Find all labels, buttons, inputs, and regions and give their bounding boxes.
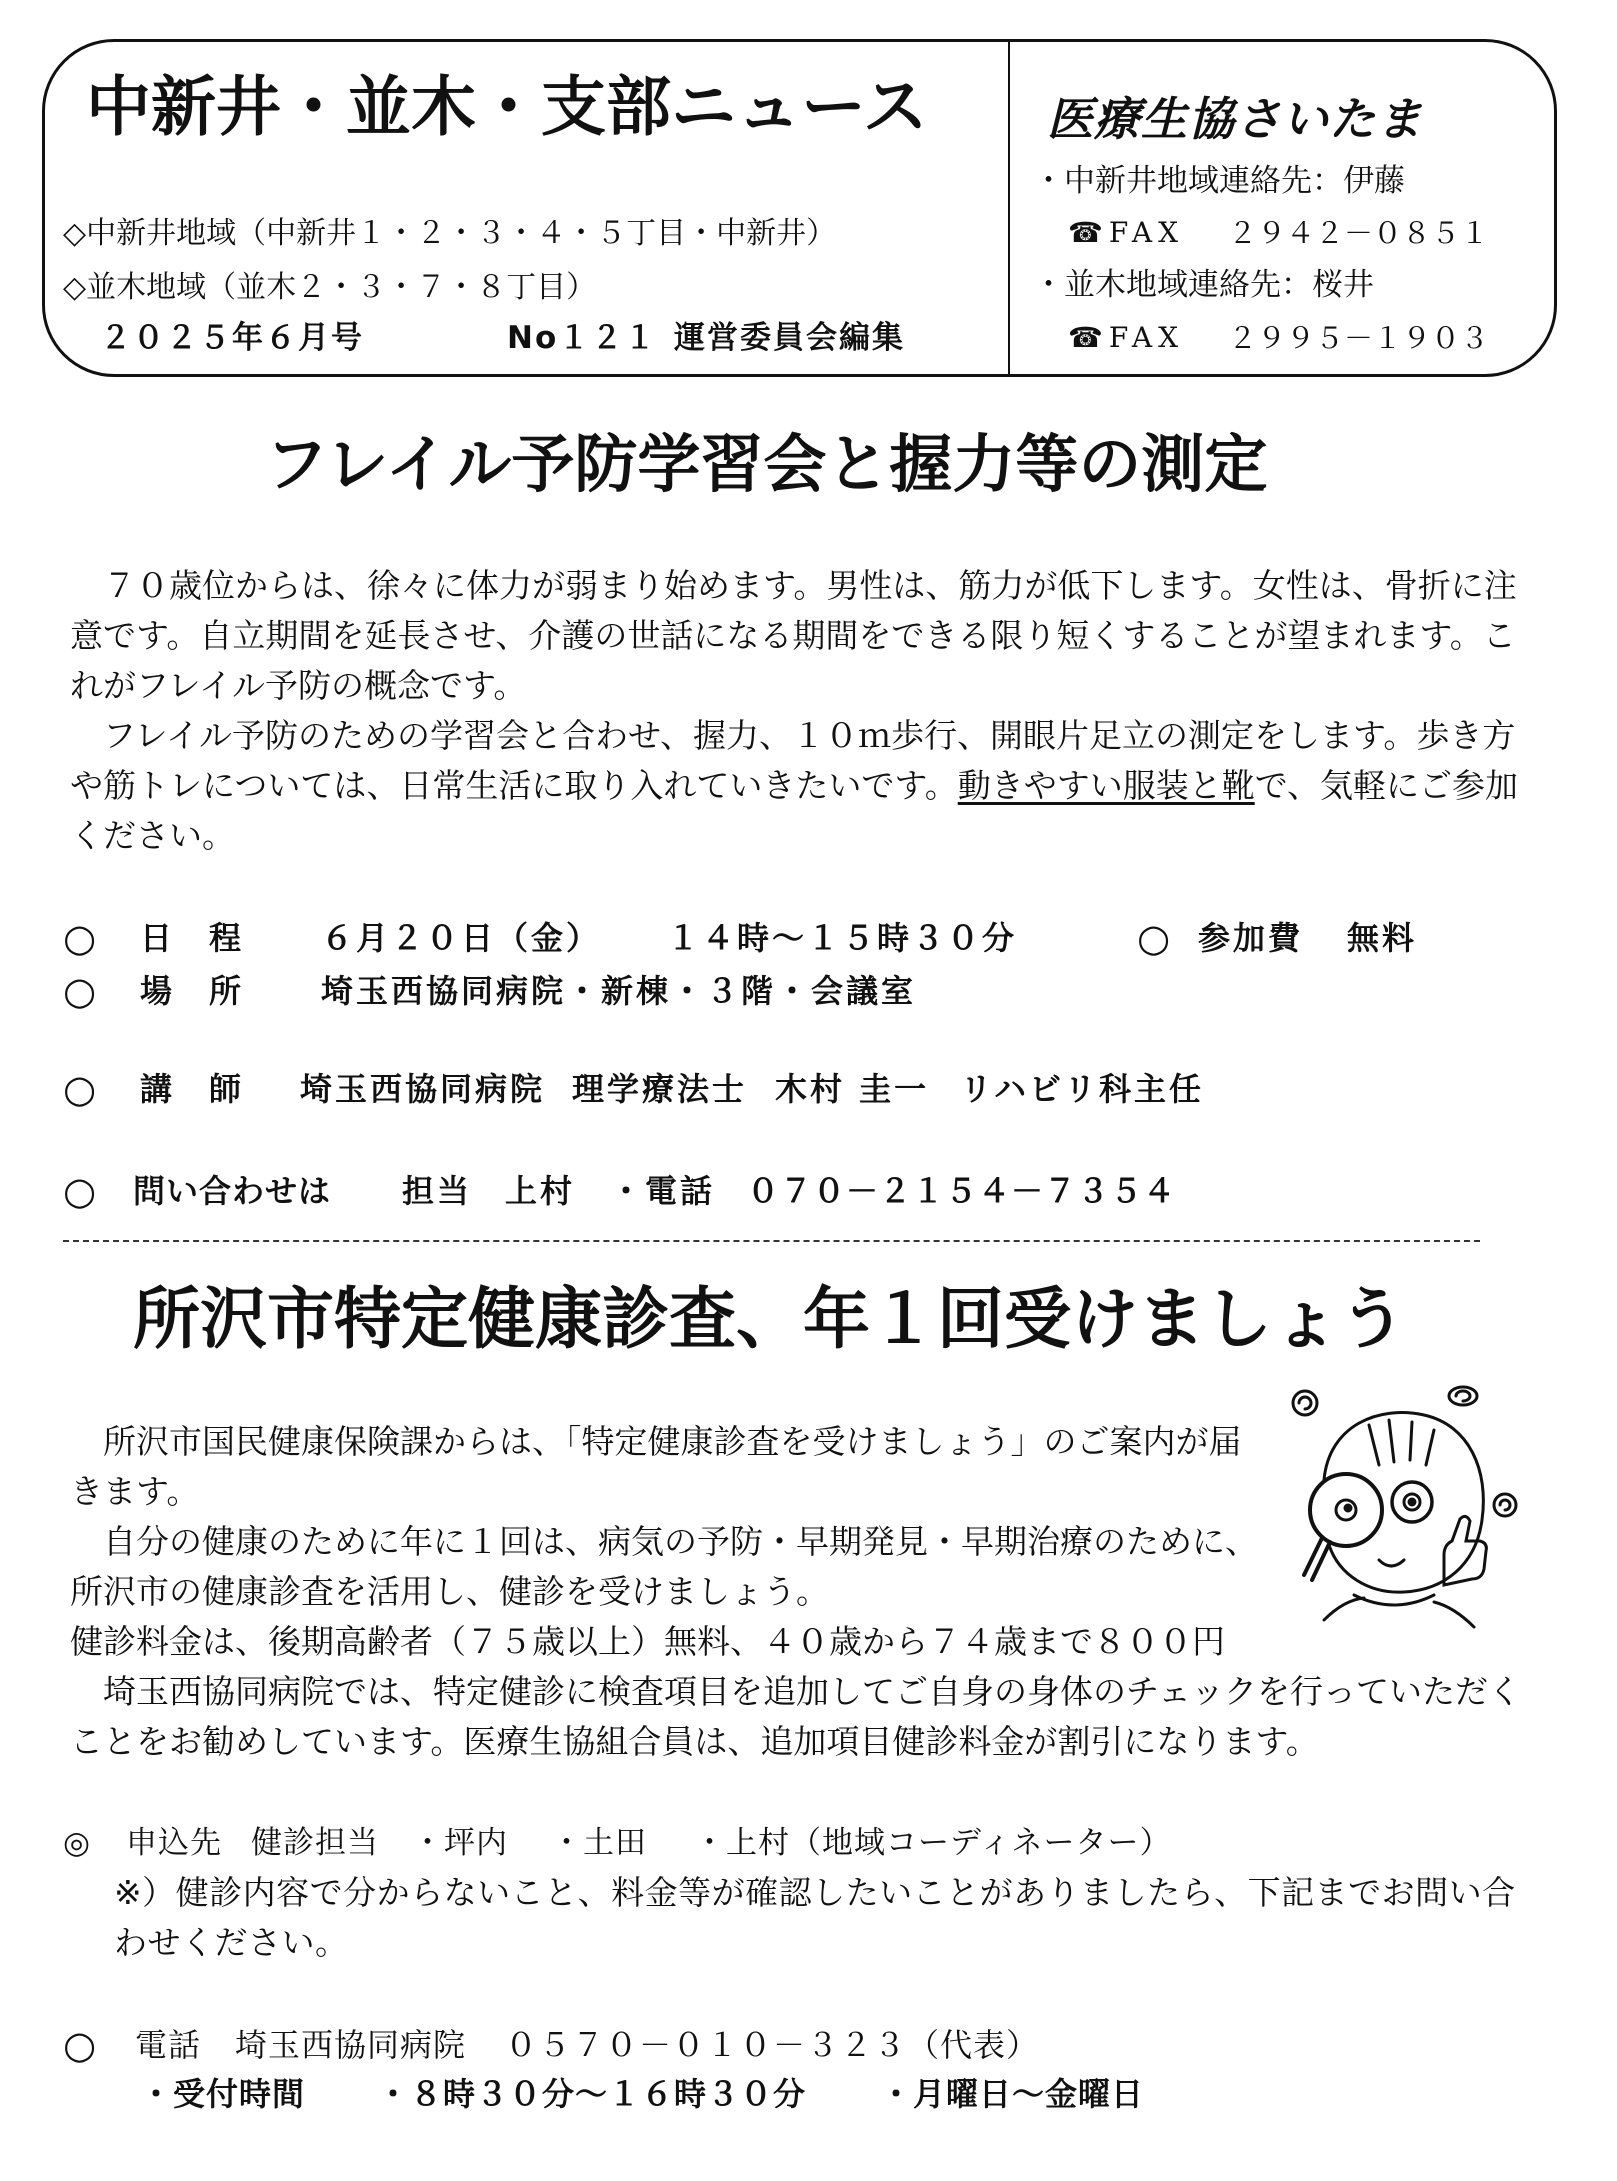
place-label-1: 場 xyxy=(140,972,176,1010)
contact-namiki-fax-label: ☎FAX xyxy=(1068,321,1185,354)
bullet-circle-icon: ○ xyxy=(63,1067,97,1111)
phone-hospital: 埼玉西協同病院 xyxy=(235,2026,467,2064)
paragraph-line: ください。 xyxy=(70,816,235,855)
contact-namiki-fax-number: ２９９５－１９０３ xyxy=(1228,321,1490,355)
bullet-circle-icon: ○ xyxy=(63,2023,97,2067)
swirl-icon xyxy=(1293,1391,1317,1415)
inquiry-person-label: 担当 xyxy=(402,1172,473,1210)
mouth xyxy=(1379,1560,1404,1566)
paragraph-line: きます。 xyxy=(70,1472,200,1511)
paragraph-line: 意です。自立期間を延長させ、介護の世話になる期間をできる限り短くすることが望まれます。こ xyxy=(70,616,1516,655)
hours-time: ・８時３０分～１６時３０分 xyxy=(377,2075,807,2113)
paragraph-line: 所沢市国民健康保険課からは、「特定健康診査を受けましょう」のご案内が届 xyxy=(103,1422,1242,1461)
bullet-circle-icon: ○ xyxy=(63,969,97,1013)
date-label-2: 程 xyxy=(209,919,245,957)
event-time: １４時～１５時３０分 xyxy=(667,919,1018,957)
inquiry-person: 上村 xyxy=(505,1172,576,1210)
bullet-circle-icon: ○ xyxy=(63,916,97,960)
issue-date: ２０２５年６月号 xyxy=(100,320,364,356)
lecturer-title: リハビリ科主任 xyxy=(960,1070,1205,1108)
lecturer-role: 理学療法士 xyxy=(572,1070,748,1108)
paragraph-line: 埼玉西協同病院では、特定健診に検査項目を追加してご自身の身体のチェックを行っていただく xyxy=(103,1672,1522,1711)
newsletter-title: 中新井・並木・支部ニュース xyxy=(86,70,928,145)
magnifying-glass-icon xyxy=(1304,1474,1382,1580)
contact-nakaarai-fax-label: ☎FAX xyxy=(1068,216,1185,249)
hours-days: ・月曜日～金曜日 xyxy=(880,2075,1145,2113)
note-line: わせください。 xyxy=(114,1923,349,1962)
apply-staff: ・上村（地域コーディネーター） xyxy=(694,1825,1172,1861)
apply-label: 申込先 xyxy=(126,1825,222,1861)
eye xyxy=(1392,1482,1432,1522)
underlined-text: 動きやすい服装と靴 xyxy=(957,766,1255,805)
section-divider xyxy=(63,1240,1480,1242)
paragraph-line xyxy=(70,761,1518,811)
area-namiki: ◇並木地域（並木２・３・７・８丁目） xyxy=(63,270,597,305)
paragraph-line: 自分の健康のために年に１回は、病気の予防・早期発見・早期治療のために、 xyxy=(103,1522,1258,1561)
paragraph-line: れがフレイル予防の概念です。 xyxy=(70,666,527,705)
paragraph-line: 健診料金は、後期高齢者（７５歳以上）無料、４０歳から７４歳まで８００円 xyxy=(70,1622,1225,1661)
inquiry-phone-number: ０７０－２１５４－７３５４ xyxy=(747,1172,1177,1210)
area-nakaarai: ◇中新井地域（中新井１・２・３・４・５丁目・中新井） xyxy=(63,216,837,251)
inquiry-label: 問い合わせは xyxy=(133,1172,332,1210)
bullet-circle-icon: ○ xyxy=(63,1169,97,1213)
frailty-paragraph xyxy=(70,561,1518,861)
paragraph-line: 所沢市の健康診査を活用し、健診を受けましょう。 xyxy=(70,1572,829,1611)
apply-staff: ・土田 xyxy=(551,1825,647,1861)
place-label-2: 所 xyxy=(209,972,245,1010)
swirl-icon xyxy=(1449,1387,1477,1405)
frailty-heading: フレイル予防学習会と握力等の測定 xyxy=(265,428,1268,501)
issue-editor: 運営委員会編集 xyxy=(674,320,905,356)
contact-namiki-label: ・並木地域連絡先：桜井 xyxy=(1033,267,1374,303)
checkup-heading: 所沢市特定健康診査、年１回受けましょう xyxy=(133,1279,1406,1358)
note-line: ※）健診内容で分からないこと、料金等が確認したいことがありましたら、下記までお問い合 xyxy=(114,1873,1516,1912)
hours-label: ・受付時間 xyxy=(140,2075,306,2113)
paragraph-text: で、気軽にご参加 xyxy=(1254,766,1519,805)
fee-label: 参加費 xyxy=(1198,919,1304,957)
paragraph-line: ことをお勧めしています。医療生協組合員は、追加項目健診料金が割引になります。 xyxy=(70,1722,1319,1761)
phone-number: ０５７０－０１０－３２３ xyxy=(505,2026,908,2064)
inquiry-phone-label: ・電話 xyxy=(610,1172,716,1210)
contact-nakaarai-label: ・中新井地域連絡先：伊藤 xyxy=(1033,163,1405,199)
phone-label: 電話 xyxy=(135,2026,202,2064)
paragraph-line: ７０歳位からは、徐々に体力が弱まり始めます。男性は、筋力が低下します。女性は、骨折に注 xyxy=(103,566,1517,605)
fee-value: 無料 xyxy=(1347,919,1418,957)
bullet-double-circle-icon: ◎ xyxy=(63,1825,92,1861)
bullet-circle-icon: ○ xyxy=(1137,916,1171,960)
paragraph-text: や筋トレについては、日常生活に取り入れていきたいです。 xyxy=(70,766,958,805)
header-divider xyxy=(1008,40,1010,374)
paragraph-line: フレイル予防のための学習会と合わせ、握力、１０ｍ歩行、開眼片足立の測定をします。歩き方 xyxy=(103,716,1516,755)
event-day: ６月２０日（金） xyxy=(321,919,602,957)
phone-note: （代表） xyxy=(907,2026,1040,2064)
magnifying-glass-character-illustration xyxy=(1284,1370,1534,1640)
issue-number: No１２１ xyxy=(507,320,658,356)
date-label-1: 日 xyxy=(140,919,176,957)
lecturer-name: 木村 圭一 xyxy=(775,1070,930,1108)
apply-dept: 健診担当 xyxy=(251,1825,379,1861)
collar xyxy=(1324,1595,1474,1627)
lecturer-hospital: 埼玉西協同病院 xyxy=(300,1070,546,1108)
lecturer-label-1: 講 xyxy=(140,1070,176,1108)
place-value: 埼玉西協同病院・新棟・３階・会議室 xyxy=(321,972,917,1010)
contact-nakaarai-fax-number: ２９４２－０８５１ xyxy=(1228,216,1490,250)
apply-staff: ・坪内 xyxy=(412,1825,508,1861)
organization-name: 医療生協さいたま xyxy=(1047,92,1423,146)
hair-strands xyxy=(1369,1420,1434,1465)
lecturer-label-2: 師 xyxy=(209,1070,245,1108)
swirl-icon xyxy=(1494,1494,1516,1516)
